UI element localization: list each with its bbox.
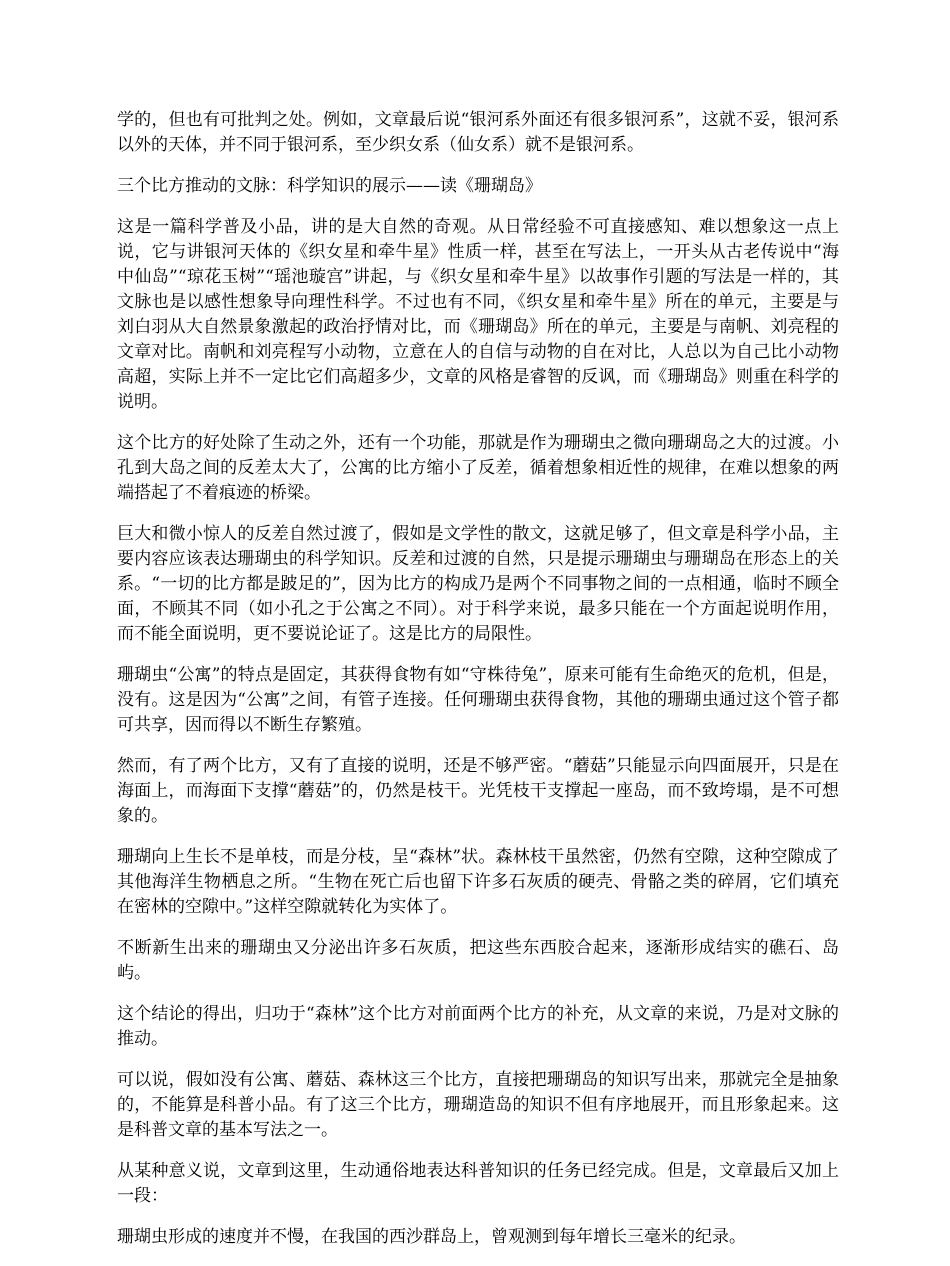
- paragraph-9: 这个结论的得出，归功于“森林”这个比方对前面两个比方的补充，从文章的来说，乃是对文脉的推动。: [117, 1004, 839, 1049]
- paragraph-2: 这是一篇科学普及小品，讲的是大自然的奇观。从日常经验不可直接感知、难以想象这一点上说，它与讲银河天体的《织女星和牵牛星》性质一样，甚至在写法上，一开头从古老传说中“海中仙岛”“琼花玉树”“瑶池璇宫”讲起，与《织女星和牵牛星》以故事作引题的写法是一样的，其文脉也是以感性想象导向理性科学。不过也有不同，《织女星和牵牛星》所在的单元，主要是与刘白羽从大自然景象激起的政治抒情对比，而《珊瑚岛》所在的单元，主要是与南帆、刘亮程的文章对比。南帆和刘亮程写小动物，立意在人的自信与动物的自在对比，人总以为自己比小动物高超，实际上并不一定比它们高超多少，文章的风格是睿智的反讽，而《珊瑚岛》则重在科学的说明。: [117, 217, 839, 412]
- paragraph-6: 然而，有了两个比方，又有了直接的说明，还是不够严密。“蘑菇”只能显示向四面展开，只是在海面上，而海面下支撑“蘑菇”的，仍然是枝干。光凭枝干支撑起一座岛，而不致垮塌，是不可想象的。: [117, 756, 839, 826]
- paragraph-7: 珊瑚向上生长不是单枝，而是分枝，呈“森林”状。森林枝干虽然密，仍然有空隙，这种空隙成了其他海洋生物栖息之所。“生物在死亡后也留下许多石灰质的硬壳、骨骼之类的碎屑，它们填充在密林的空隙中。”这样空隙就转化为实体了。: [117, 847, 839, 917]
- paragraph-1: 学的，但也有可批判之处。例如，文章最后说“银河系外面还有很多银河系”，这就不妥，银河系以外的天体，并不同于银河系，至少织女系（仙女系）就不是银河系。: [117, 110, 839, 155]
- paragraph-4: 巨大和微小惊人的反差自然过渡了，假如是文学性的散文，这就足够了，但文章是科学小品，主要内容应该表达珊瑚虫的科学知识。反差和过渡的自然，只是提示珊瑚虫与珊瑚岛在形态上的关系。“一切的比方都是跛足的”，因为比方的构成乃是两个不同事物之间的一点相通，临时不顾全面，不顾其不同（如小孔之于公寓之不同）。对于科学来说，最多只能在一个方面起说明作用，而不能全面说明，更不要说论证了。这是比方的局限性。: [117, 524, 839, 644]
- paragraph-8: 不断新生出来的珊瑚虫又分泌出许多石灰质，把这些东西胶合起来，逐渐形成结实的礁石、岛屿。: [117, 938, 839, 983]
- paragraph-5: 珊瑚虫“公寓”的特点是固定，其获得食物有如“守株待兔”，原来可能有生命绝灭的危机，但是，没有。这是因为“公寓”之间，有管子连接。任何珊瑚虫获得食物，其他的珊瑚虫通过这个管子都可共享，因而得以不断生存繁殖。: [117, 665, 839, 735]
- paragraph-11: 从某种意义说，文章到这里，生动通俗地表达科普知识的任务已经完成。但是，文章最后又加上一段：: [117, 1161, 839, 1206]
- paragraph-3: 这个比方的好处除了生动之外，还有一个功能，那就是作为珊瑚虫之微向珊瑚岛之大的过渡。小孔到大岛之间的反差太大了，公寓的比方缩小了反差，循着想象相近性的规律，在难以想象的两端搭起了不着痕迹的桥梁。: [117, 433, 839, 503]
- section-heading: 三个比方推动的文脉：科学知识的展示——读《珊瑚岛》: [117, 176, 542, 196]
- paragraph-12: 珊瑚虫形成的速度并不慢，在我国的西沙群岛上，曾观测到每年增长三毫米的纪录。: [117, 1227, 746, 1247]
- paragraph-10: 可以说，假如没有公寓、蘑菇、森林这三个比方，直接把珊瑚岛的知识写出来，那就完全是抽象的，不能算是科普小品。有了这三个比方，珊瑚造岛的知识不但有序地展开，而且形象起来。这是科普文章的基本写法之一。: [117, 1070, 839, 1140]
- document-body: [117, 108, 839, 1266]
